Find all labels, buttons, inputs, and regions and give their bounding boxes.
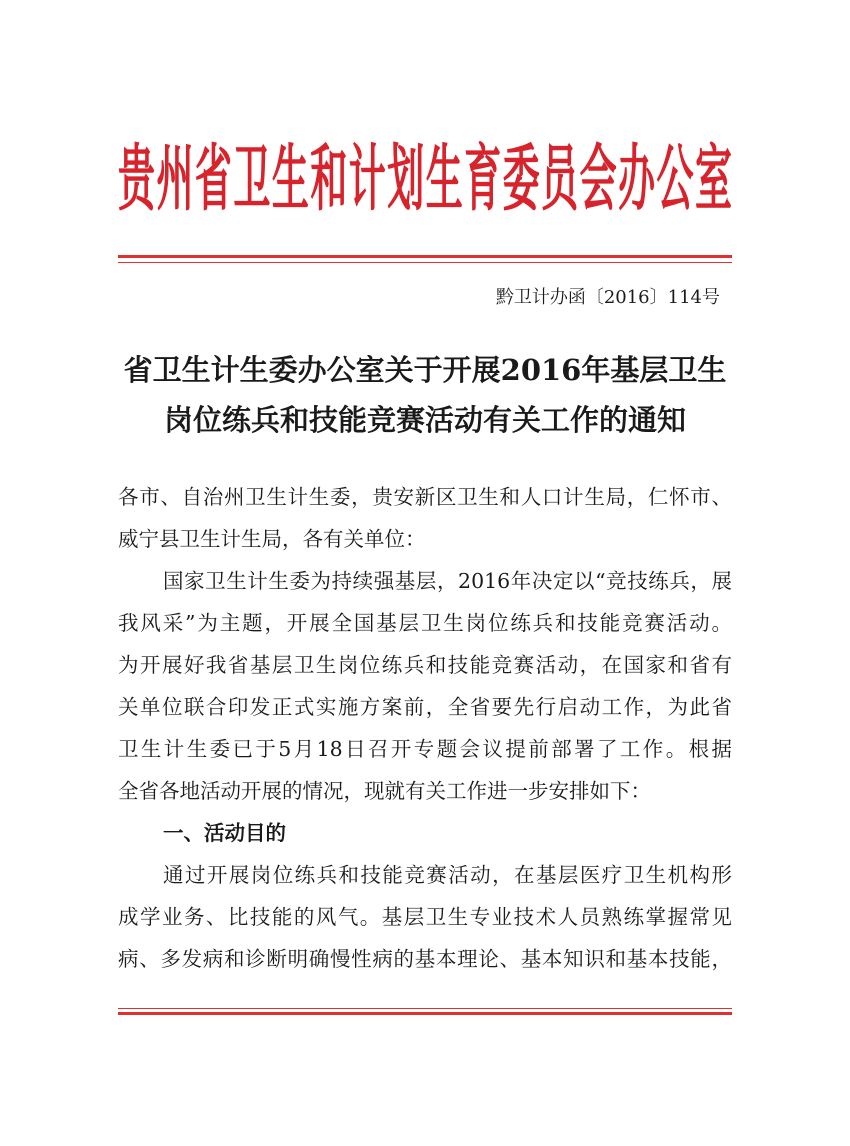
paragraph-line: 关单位联合印发正式实施方案前，全省要先行启动工作，为此省 bbox=[118, 695, 732, 719]
paragraph-line: 为开展好我省基层卫生岗位练兵和技能竞赛活动，在国家和省有 bbox=[118, 653, 732, 677]
salutation-line: 威宁县卫生计生局，各有关单位： bbox=[118, 527, 426, 551]
footer-rule-thick bbox=[118, 1012, 732, 1015]
paragraph-line: 全省各地活动开展的情况，现就有关工作进一步安排如下： bbox=[118, 779, 651, 803]
paragraph-line: 病、多发病和诊断明确慢性病的基本理论、基本知识和基本技能， bbox=[118, 947, 732, 971]
paragraph-line: 我风采”为主题，开展全国基层卫生岗位练兵和技能竞赛活动。 bbox=[118, 611, 732, 635]
document-number: 黔卫计办函〔2016〕114号 bbox=[495, 287, 720, 308]
section-heading: 一、活动目的 bbox=[163, 821, 286, 845]
document-title-line: 省卫生计生委办公室关于开展2016年基层卫生 bbox=[123, 353, 727, 387]
salutation-line: 各市、自治州卫生计生委，贵安新区卫生和人口计生局，仁怀市、 bbox=[118, 485, 732, 509]
header-rule-thick bbox=[118, 255, 732, 258]
header-rule-thin bbox=[118, 262, 732, 263]
issuing-office-title: 贵州省卫生和计划生育委员会办公室 bbox=[118, 135, 732, 221]
document-title bbox=[118, 345, 732, 445]
paragraph-line: 通过开展岗位练兵和技能竞赛活动，在基层医疗卫生机构形 bbox=[163, 863, 732, 887]
paragraph-line: 卫生计生委已于5月18日召开专题会议提前部署了工作。根据 bbox=[118, 737, 732, 761]
document-title-line: 岗位练兵和技能竞赛活动有关工作的通知 bbox=[163, 403, 686, 437]
document-body bbox=[118, 476, 732, 980]
paragraph-line: 国家卫生计生委为持续强基层，2016年决定以“竞技练兵，展 bbox=[163, 569, 732, 593]
paragraph-line: 成学业务、比技能的风气。基层卫生专业技术人员熟练掌握常见 bbox=[118, 905, 732, 929]
footer-rule-thin bbox=[118, 1008, 732, 1009]
